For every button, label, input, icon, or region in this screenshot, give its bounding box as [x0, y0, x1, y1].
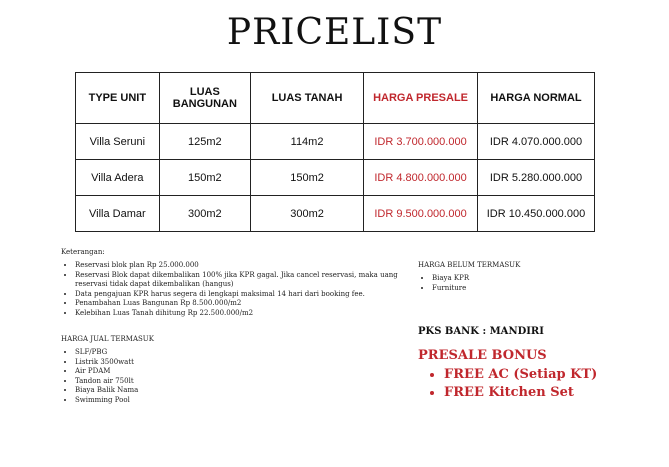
presale-bonus-section	[418, 348, 597, 402]
belum-termasuk-title: HARGA BELUM TERMASUK	[418, 261, 521, 269]
cell-harga-normal: IDR 4.070.000.000	[477, 124, 594, 160]
harga-jual-section	[61, 335, 261, 405]
list-item: • Kelebihan Luas Tanah dihitung Rp 22.500.000/m2	[75, 309, 401, 319]
list-item: • Reservasi blok plan Rp 25.000.000	[75, 261, 401, 271]
list-item: • Swimming Pool	[75, 396, 261, 406]
table-row	[76, 196, 595, 232]
cell-luas-bangunan: 150m2	[159, 160, 250, 196]
table-row	[76, 160, 595, 196]
keterangan-list	[61, 261, 401, 318]
table-header-row	[76, 73, 595, 124]
belum-termasuk-list	[418, 274, 618, 293]
list-item: • Biaya Balik Nama	[75, 386, 261, 396]
list-item: • SLF/PBG	[75, 348, 261, 358]
cell-type: Villa Adera	[76, 160, 160, 196]
cell-luas-bangunan: 125m2	[159, 124, 250, 160]
list-item: • Air PDAM	[75, 367, 261, 377]
keterangan-title: Keterangan:	[61, 248, 105, 256]
list-item: • Tandon air 750lt	[75, 377, 261, 387]
cell-harga-normal: IDR 5.280.000.000	[477, 160, 594, 196]
list-item: • Reservasi Blok dapat dikembalikan 100% jika KPR gagal. Jika cancel reservasi, maka uang reservasi tidak dapat dikembalikan (hangus)	[75, 271, 401, 290]
cell-luas-bangunan: 300m2	[159, 196, 250, 232]
col-header-luas-bangunan: LUAS BANGUNAN	[159, 73, 250, 124]
col-header-harga-normal: HARGA NORMAL	[477, 73, 594, 124]
cell-type: Villa Damar	[76, 196, 160, 232]
list-item: • Furniture	[432, 284, 618, 294]
cell-type: Villa Seruni	[76, 124, 160, 160]
cell-luas-tanah: 300m2	[251, 196, 364, 232]
belum-termasuk-section	[418, 261, 618, 293]
cell-luas-tanah: 150m2	[251, 160, 364, 196]
col-header-type: TYPE UNIT	[76, 73, 160, 124]
cell-luas-tanah: 114m2	[251, 124, 364, 160]
page-title: PRICELIST	[226, 12, 443, 53]
pks-bank-label: PKS BANK : MANDIRI	[418, 326, 544, 337]
list-item: • Data pengajuan KPR harus segera di lengkapi maksimal 14 hari dari booking fee.	[75, 290, 401, 300]
list-item: • FREE AC (Setiap KT)	[444, 366, 597, 384]
list-item: • Penambahan Luas Bangunan Rp 8.500.000/m2	[75, 299, 401, 309]
harga-jual-title: HARGA JUAL TERMASUK	[61, 335, 154, 343]
list-item: • Listrik 3500watt	[75, 358, 261, 368]
price-table	[75, 72, 595, 232]
cell-harga-normal: IDR 10.450.000.000	[477, 196, 594, 232]
table-row	[76, 124, 595, 160]
presale-bonus-list	[418, 366, 597, 402]
cell-harga-presale: IDR 9.500.000.000	[364, 196, 478, 232]
col-header-harga-presale: HARGA PRESALE	[364, 73, 478, 124]
col-header-luas-tanah: LUAS TANAH	[251, 73, 364, 124]
list-item: • Biaya KPR	[432, 274, 618, 284]
list-item: • FREE Kitchen Set	[444, 384, 597, 402]
harga-jual-list	[61, 348, 261, 405]
cell-harga-presale: IDR 4.800.000.000	[364, 160, 478, 196]
presale-bonus-title: PRESALE BONUS	[418, 348, 547, 363]
cell-harga-presale: IDR 3.700.000.000	[364, 124, 478, 160]
keterangan-section	[61, 248, 401, 318]
